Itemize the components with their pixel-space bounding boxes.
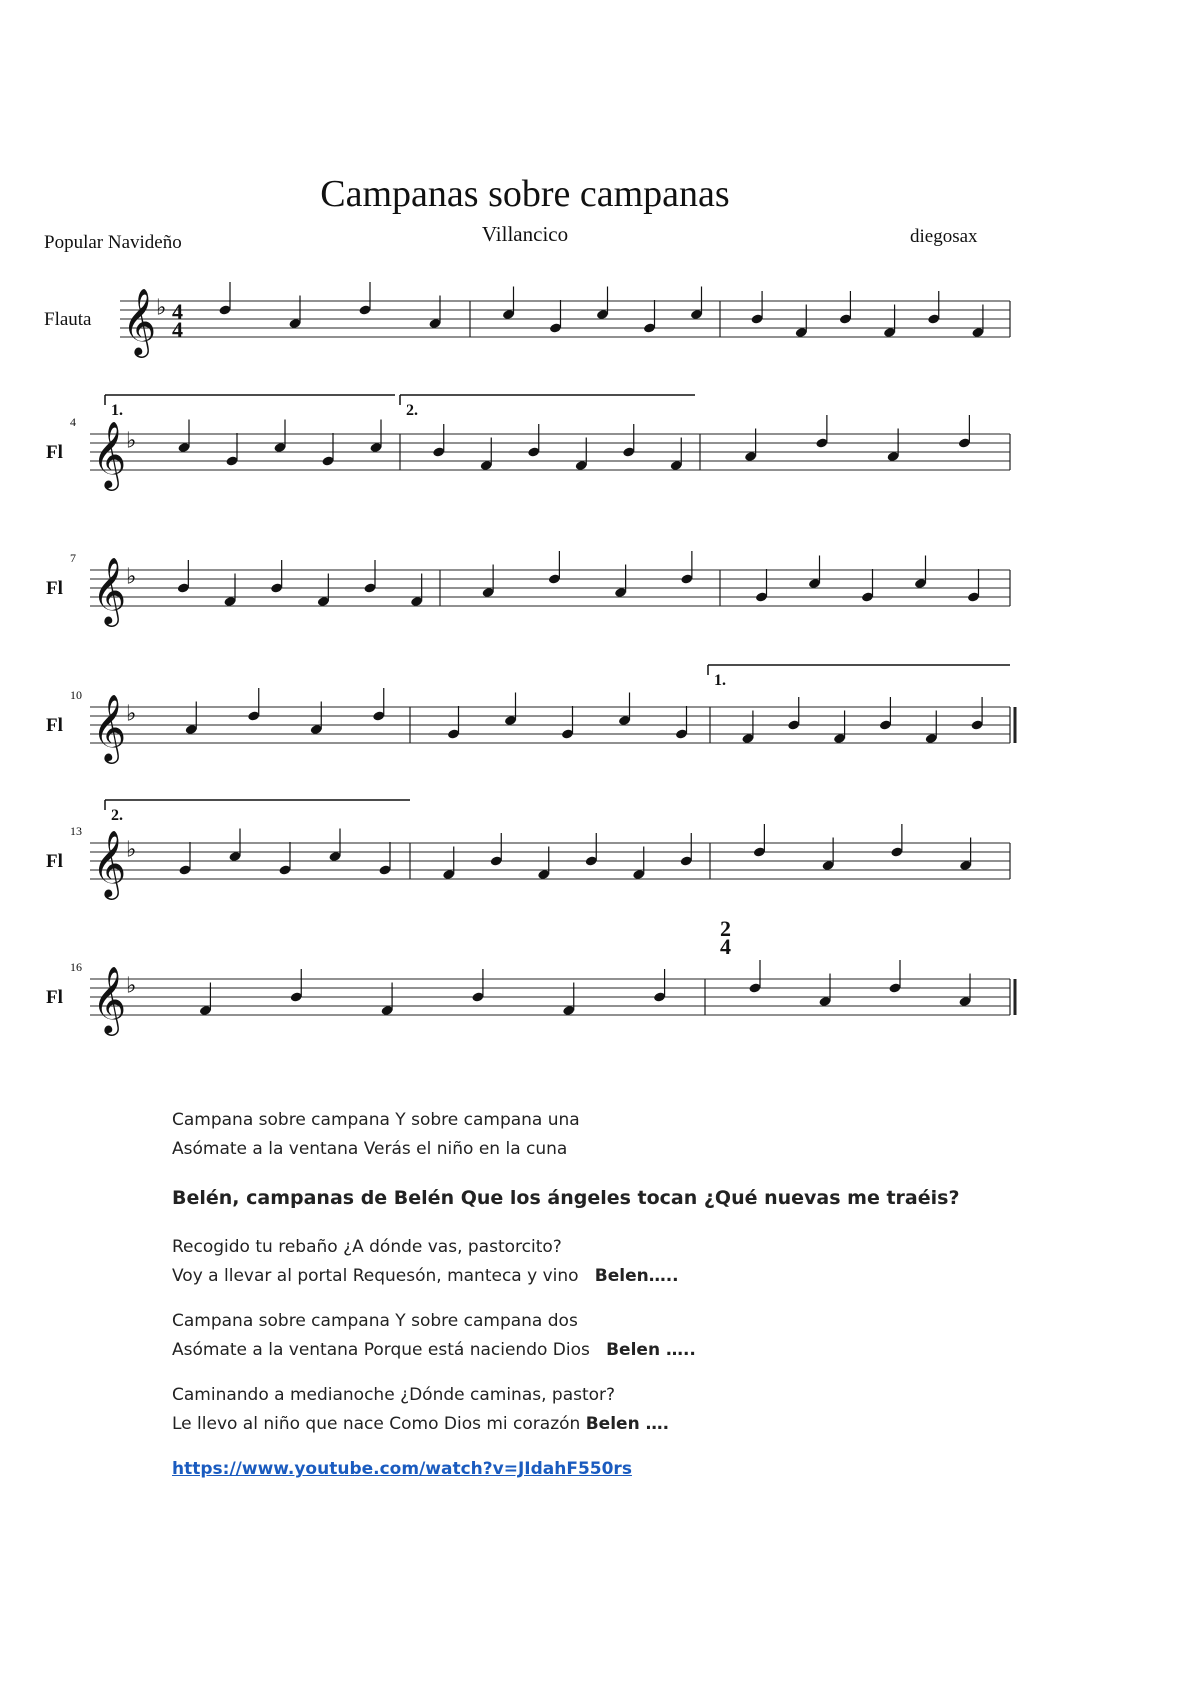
chorus-tag: Belen ….. [606,1340,696,1360]
time-signature-top: 2 [720,916,731,941]
treble-clef: 𝄞 [122,289,157,354]
key-signature-flat: ♭ [126,836,137,862]
verse-line: Campana sobre campana Y sobre campana una [172,1110,580,1130]
instrument-label: Flauta [44,309,92,330]
arranger-credit: diegosax [910,226,978,247]
volta-label: 2. [111,807,123,824]
verse-line [172,1262,1072,1291]
volta-label: 1. [714,672,726,689]
youtube-link[interactable]: https://www.youtube.com/watch?v=JIdahF550rs [172,1459,632,1479]
measure-number: 13 [70,824,82,838]
treble-clef: 𝄞 [92,558,127,623]
key-signature-flat: ♭ [156,294,167,320]
lyrics-block [172,1106,1072,1484]
instrument-label: Fl [46,442,63,463]
treble-clef: 𝄞 [92,422,127,487]
time-signature-top: 4 [172,299,183,324]
measure-number: 16 [70,960,82,974]
key-signature-flat: ♭ [126,700,137,726]
chorus-line: Belén, campanas de Belén Que los ángeles tocan ¿Qué nuevas me traéis? [172,1187,960,1209]
page-subtitle: Villancico [481,222,569,246]
chorus-tag: Belen….. [594,1266,679,1286]
time-signature-bottom: 4 [172,317,183,342]
key-signature-flat: ♭ [126,427,137,453]
chorus-tag: Belen …. [585,1414,670,1434]
instrument-label: Fl [46,578,63,599]
verse-line: Recogido tu rebaño ¿A dónde vas, pastorcito? [172,1237,562,1257]
volta-label: 1. [111,402,123,419]
key-signature-flat: ♭ [126,563,137,589]
measure-number: 4 [70,415,76,429]
instrument-label: Fl [46,987,63,1008]
verse-text: Asómate a la ventana Porque está naciendo Dios [172,1340,590,1360]
key-signature-flat: ♭ [126,972,137,998]
treble-clef: 𝄞 [92,831,127,896]
verse-line [172,1410,1072,1439]
composer-credit: Popular Navideño [44,232,182,253]
treble-clef: 𝄞 [92,967,127,1032]
treble-clef: 𝄞 [92,695,127,760]
verse-line: Asómate a la ventana Verás el niño en la cuna [172,1139,568,1159]
time-signature-bottom: 4 [720,934,731,959]
verse-text: Voy a llevar al portal Requesón, manteca y vino [172,1266,579,1286]
instrument-label: Fl [46,851,63,872]
page-title: Campanas sobre campanas [320,173,730,215]
volta-label: 2. [406,402,418,419]
instrument-label: Fl [46,715,63,736]
verse-text: Le llevo al niño que nace Como Dios mi corazón [172,1414,581,1434]
measure-number: 10 [70,688,82,702]
verse-line: Campana sobre campana Y sobre campana dos [172,1311,578,1331]
verse-line: Caminando a medianoche ¿Dónde caminas, pastor? [172,1385,616,1405]
verse-line [172,1336,1072,1365]
measure-number: 7 [70,551,76,565]
